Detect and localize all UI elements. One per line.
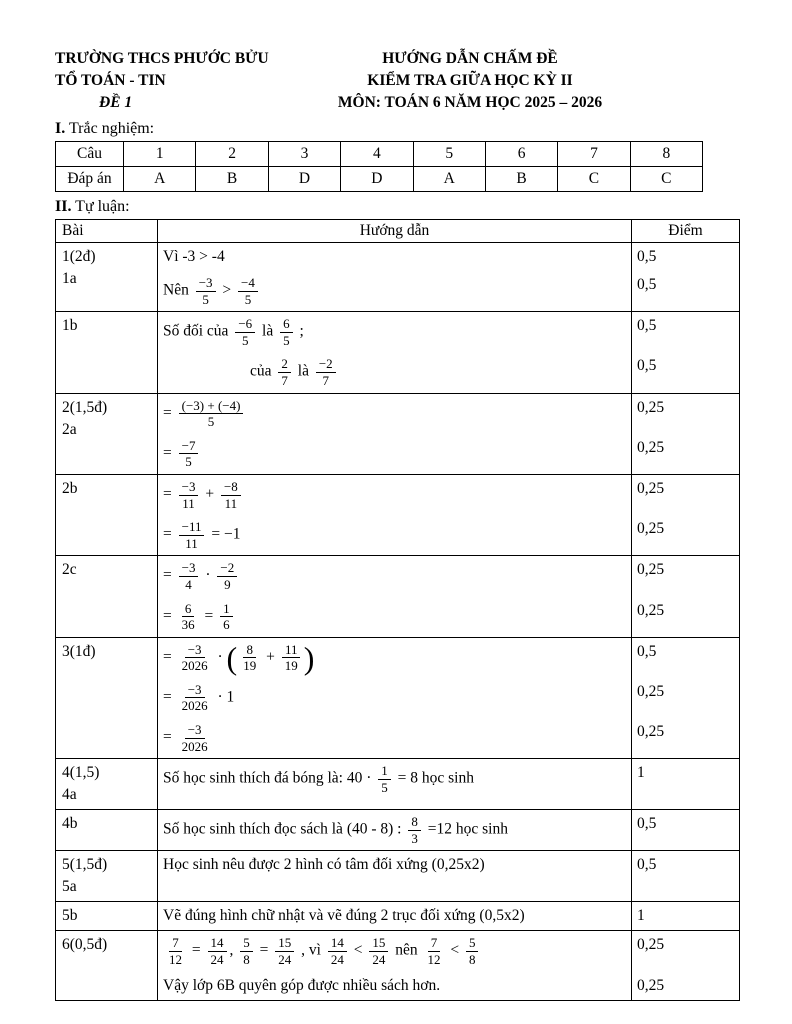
solution-line: Vì -3 > -4 — [163, 248, 225, 265]
line-pair — [158, 678, 739, 718]
school-name: TRƯỜNG THCS PHƯỚC BỬU — [55, 50, 269, 67]
fraction-denominator: 5 — [202, 291, 209, 307]
fraction-numerator: (−3) + (−4) — [179, 398, 244, 415]
solution-line: Nên $\frac{-3}{5}$ > $\frac{-4}{5}$ — [158, 271, 631, 311]
section-2-number: II. — [55, 198, 72, 215]
line-pair — [158, 597, 739, 637]
line-pair — [158, 394, 739, 434]
fraction-numerator: −8 — [221, 479, 241, 496]
line-pair — [158, 475, 739, 515]
score-cell: 0,25 — [631, 597, 739, 637]
row-lines — [158, 475, 739, 555]
doc-title-line1: HƯỚNG DẪN CHẤM ĐỀ — [382, 50, 558, 67]
essay-row — [56, 243, 739, 312]
bai-line: 6(0,5đ) — [62, 936, 108, 954]
essay-table-rows — [56, 243, 739, 1000]
fraction-denominator: 12 — [427, 952, 441, 968]
bai-cell — [56, 931, 158, 999]
bai-cell — [56, 243, 158, 311]
score-cell: 0,25 — [631, 434, 739, 474]
line-pair — [158, 972, 739, 1000]
bai-line: 3(1đ) — [62, 642, 96, 660]
solution-line: Số học sinh thích đọc sách là (40 - 8) : $\frac{8}{3}$ =12 học sinh — [163, 814, 508, 846]
mc-cell: B — [485, 167, 557, 192]
fraction-numerator: 8 — [408, 814, 421, 831]
bai-cell — [56, 394, 158, 474]
essay-row — [56, 638, 739, 760]
fraction-numerator: −3 — [179, 479, 199, 496]
fraction-numerator: −4 — [238, 275, 258, 292]
fraction-denominator: 5 — [241, 332, 249, 348]
fraction-denominator: 11 — [224, 495, 238, 511]
fraction-numerator: 5 — [466, 935, 479, 952]
fraction-denominator: 7 — [322, 372, 329, 388]
row-lines — [158, 810, 739, 850]
mc-cell: 5 — [413, 142, 485, 167]
score-cell: 0,5 — [631, 243, 739, 271]
fraction-denominator: 7 — [281, 372, 288, 388]
bai-line: 5a — [62, 878, 77, 896]
fraction-numerator: −3 — [185, 682, 205, 699]
line-pair — [158, 931, 739, 971]
score-cell: 0,25 — [631, 394, 739, 434]
essay-row — [56, 312, 739, 393]
score-cell: 0,5 — [631, 352, 739, 392]
fraction-denominator: 2026 — [181, 698, 208, 714]
fraction — [179, 722, 211, 754]
line-pair — [158, 352, 739, 392]
fraction-denominator: 5 — [244, 291, 252, 307]
fraction-numerator: −3 — [185, 722, 205, 739]
solution-line: Vậy lớp 6B quyên góp được nhiều sách hơn. — [163, 976, 441, 994]
fraction — [179, 642, 211, 674]
fraction — [424, 935, 443, 967]
mc-cell: 3 — [268, 142, 340, 167]
header-right — [300, 48, 640, 114]
row-lines — [158, 394, 739, 474]
fraction — [369, 935, 388, 967]
mc-cell: A — [413, 167, 485, 192]
line-pair — [158, 851, 739, 901]
mc-row-label: Đáp án — [56, 167, 124, 192]
essay-answer-table — [55, 219, 740, 1001]
fraction — [196, 275, 216, 307]
essay-row — [56, 759, 739, 810]
line-pair — [158, 434, 739, 474]
line-pair — [158, 271, 739, 311]
fraction-denominator: 4 — [185, 576, 192, 592]
fraction-denominator: 3 — [411, 830, 418, 846]
fraction — [179, 479, 199, 511]
line-pair — [158, 902, 739, 930]
mc-cell: 4 — [341, 142, 413, 167]
solution-line: = $\frac{-3}{4}$ · $\frac{-2}{9}$ — [158, 556, 631, 596]
fraction-denominator: 24 — [372, 952, 386, 968]
fraction — [220, 601, 233, 633]
essay-table-header — [56, 220, 739, 243]
fraction — [240, 935, 253, 967]
row-lines — [158, 851, 739, 901]
score-cell: 0,25 — [631, 515, 739, 555]
fraction-denominator: 24 — [210, 952, 224, 968]
essay-row — [56, 931, 739, 999]
fraction — [179, 682, 211, 714]
score-cell: 0,5 — [631, 312, 739, 352]
mc-cell: C — [630, 167, 702, 192]
essay-row — [56, 475, 739, 556]
fraction — [179, 438, 199, 470]
fraction-denominator: 5 — [185, 454, 192, 470]
fraction-denominator: 19 — [243, 658, 257, 674]
score-cell: 0,5 — [631, 271, 739, 311]
exam-code: ĐỀ 1 — [99, 94, 133, 111]
section-1-label — [55, 120, 740, 138]
fraction — [238, 275, 258, 307]
section-2-label — [55, 198, 740, 216]
bai-line: 4a — [62, 786, 77, 804]
col-header-diem: Điểm — [631, 220, 739, 242]
bai-line: 5(1,5đ) — [62, 856, 108, 874]
fraction-numerator: −2 — [217, 560, 237, 577]
solution-line: = $\frac{-11}{11}$ = −1 — [163, 519, 241, 551]
document-header — [55, 48, 740, 114]
mc-cell: 8 — [630, 142, 702, 167]
score-cell: 0,25 — [631, 475, 739, 515]
line-pair — [158, 718, 739, 758]
essay-row — [56, 394, 739, 475]
mc-cell: 2 — [196, 142, 268, 167]
score-cell: 0,25 — [631, 931, 739, 971]
fraction — [275, 935, 294, 967]
fraction-denominator: 12 — [169, 952, 182, 968]
fraction — [221, 479, 241, 511]
fraction-denominator: 11 — [185, 535, 198, 551]
fraction-numerator: 15 — [275, 935, 294, 952]
doc-title-line2: KIỂM TRA GIỮA HỌC KỲ II — [367, 72, 573, 89]
solution-line: = $\frac{(-3) + (-4)}{5}$ — [158, 394, 631, 434]
bai-cell — [56, 475, 158, 555]
mc-answer-table — [55, 141, 703, 192]
solution-line: = $\frac{-3}{2026}$ — [158, 718, 631, 758]
score-cell: 0,25 — [631, 718, 739, 758]
bai-cell — [56, 759, 158, 809]
mc-cell: D — [341, 167, 413, 192]
fraction-numerator: 11 — [282, 642, 301, 659]
bai-cell — [56, 556, 158, 636]
fraction-denominator: 9 — [224, 576, 231, 592]
fraction-denominator: 6 — [223, 617, 230, 633]
score-cell: 0,25 — [631, 972, 739, 1000]
fraction-denominator: 5 — [381, 779, 388, 795]
fraction-numerator: −3 — [196, 275, 216, 292]
solution-line: của $\frac{2}{7}$ là $\frac{-2}{7}$ — [158, 352, 631, 392]
fraction-denominator: 5 — [283, 332, 290, 348]
fraction-numerator: −3 — [185, 642, 205, 659]
fraction-denominator: 8 — [468, 952, 476, 968]
essay-row — [56, 810, 739, 851]
row-lines — [158, 902, 739, 930]
fraction — [328, 935, 347, 967]
bai-cell — [56, 902, 158, 930]
mc-cell: D — [268, 167, 340, 192]
solution-line: = $\frac{-3}{2026}$ · ( $\frac{8}{19}$ + $\frac{11}{19}$ ) — [163, 639, 315, 676]
line-pair — [158, 556, 739, 596]
line-pair — [158, 243, 739, 271]
bai-line: 2c — [62, 561, 77, 579]
fraction-denominator: 19 — [284, 658, 298, 674]
mc-cell: 7 — [558, 142, 630, 167]
section-1-title: Trắc nghiệm: — [65, 120, 155, 137]
fraction-numerator: −2 — [316, 356, 336, 373]
bai-cell — [56, 638, 158, 759]
row-lines — [158, 312, 739, 392]
line-pair — [158, 515, 739, 555]
solution-line: Vẽ đúng hình chữ nhật và vẽ đúng 2 trục đối xứng (0,5x2) — [163, 907, 525, 925]
fraction-denominator: 5 — [207, 414, 215, 430]
fraction — [316, 356, 336, 388]
fraction — [235, 316, 255, 348]
col-header-huongdan: Hướng dẫn — [359, 222, 430, 239]
fraction-numerator: 7 — [169, 935, 182, 952]
score-cell: 1 — [631, 902, 739, 930]
mc-cell: 6 — [485, 142, 557, 167]
essay-row — [56, 851, 739, 902]
mc-row — [56, 167, 703, 192]
bai-cell — [56, 851, 158, 901]
fraction — [179, 398, 244, 430]
fraction — [408, 814, 421, 846]
essay-row — [56, 902, 739, 931]
mc-cell: A — [124, 167, 196, 192]
score-cell: 0,25 — [631, 678, 739, 718]
fraction-numerator: 1 — [220, 601, 233, 618]
big-paren: ( — [226, 639, 238, 676]
bai-line: 5b — [62, 907, 78, 925]
solution-line: Số học sinh thích đá bóng là: 40 · $\frac{1}{5}$ = 8 học sinh — [163, 763, 474, 795]
fraction-numerator: −6 — [235, 316, 255, 333]
fraction-numerator: 5 — [240, 935, 253, 952]
fraction-numerator: 8 — [243, 642, 256, 659]
fraction-numerator: 14 — [208, 935, 227, 952]
bai-cell — [56, 810, 158, 850]
fraction — [179, 560, 199, 592]
mc-cell: C — [558, 167, 630, 192]
doc-title-line3: MÔN: TOÁN 6 NĂM HỌC 2025 – 2026 — [337, 94, 603, 111]
fraction — [179, 601, 198, 633]
fraction-numerator: 2 — [278, 356, 291, 373]
solution-line: = $\frac{6}{36}$ = $\frac{1}{6}$ — [158, 597, 631, 637]
row-lines — [158, 931, 739, 999]
fraction — [179, 519, 205, 551]
fraction — [166, 935, 185, 967]
fraction-denominator: 24 — [278, 952, 292, 968]
fraction — [240, 642, 259, 674]
fraction — [466, 935, 479, 967]
page — [55, 0, 740, 1001]
row-lines — [158, 556, 739, 636]
solution-line: = $\frac{-7}{5}$ — [158, 434, 631, 474]
solution-line: = $\frac{-3}{2026}$ · 1 — [163, 681, 235, 714]
fraction-numerator: 15 — [369, 935, 388, 952]
fraction-denominator: 24 — [330, 952, 344, 968]
solution-line: Số đối của $\frac{-6}{5}$ là $\frac{6}{5}$ ; — [163, 316, 304, 348]
mc-cell: 1 — [124, 142, 196, 167]
fraction — [282, 642, 301, 674]
fraction — [217, 560, 237, 592]
bai-line: 2(1,5đ) — [62, 398, 108, 416]
mc-cell: B — [196, 167, 268, 192]
row-lines — [158, 638, 739, 759]
fraction-numerator: 6 — [280, 316, 293, 333]
section-2-title: Tự luận: — [71, 198, 130, 215]
fraction-numerator: 1 — [378, 763, 391, 780]
fraction-denominator: 2026 — [181, 738, 208, 754]
fraction — [378, 763, 391, 795]
score-cell: 0,5 — [631, 851, 739, 901]
line-pair — [158, 810, 739, 850]
mc-row — [56, 142, 703, 167]
line-pair — [158, 759, 739, 809]
fraction — [280, 316, 293, 348]
bai-line: 4b — [62, 815, 78, 833]
bai-line: 1(2đ) — [62, 248, 96, 265]
section-1-number: I. — [55, 120, 66, 137]
row-lines — [158, 243, 739, 311]
mc-row-label: Câu — [56, 142, 124, 167]
fraction — [278, 356, 291, 388]
solution-line: Học sinh nêu được 2 hình có tâm đối xứng (0,25x2) — [163, 856, 485, 874]
score-cell: 0,25 — [631, 556, 739, 596]
fraction-numerator: −3 — [179, 560, 199, 577]
fraction-denominator: 2026 — [181, 658, 208, 674]
fraction-numerator: −7 — [179, 438, 199, 455]
bai-line: 1a — [62, 270, 77, 287]
solution-line: = $\frac{-3}{11}$ + $\frac{-8}{11}$ — [158, 475, 631, 515]
bai-line: 1b — [62, 317, 78, 335]
essay-row — [56, 556, 739, 637]
fraction — [208, 935, 227, 967]
fraction-denominator: 36 — [181, 617, 195, 633]
fraction-numerator: 6 — [182, 601, 195, 618]
line-pair — [158, 312, 739, 352]
solution-line: $\frac{7}{12}$ = $\frac{14}{24}$ , $\frac{5}{8}$ = $\frac{15}{24}$ , vì $\frac{14}{24}$ < $\frac{15}{24}$ nên $\frac{7}{12}$ < $\frac{5}{8}$ — [158, 931, 631, 971]
mc-table-body — [56, 142, 703, 192]
row-lines — [158, 759, 739, 809]
fraction-denominator: 8 — [243, 952, 250, 968]
fraction-numerator: 7 — [428, 935, 441, 952]
bai-cell — [56, 312, 158, 392]
big-paren: ) — [303, 639, 315, 676]
fraction-numerator: −11 — [179, 519, 205, 536]
score-cell: 1 — [631, 759, 739, 809]
fraction-denominator: 11 — [182, 495, 195, 511]
department-name: TỔ TOÁN - TIN — [55, 72, 166, 89]
bai-line: 2b — [62, 479, 78, 497]
header-left — [55, 48, 300, 114]
score-cell: 0,5 — [631, 810, 739, 850]
bai-line: 2a — [62, 420, 77, 438]
bai-line: 4(1,5) — [62, 764, 100, 782]
line-pair — [158, 638, 739, 678]
score-cell: 0,5 — [631, 638, 739, 678]
fraction-numerator: 14 — [328, 935, 347, 952]
col-header-bai: Bài — [56, 220, 158, 242]
